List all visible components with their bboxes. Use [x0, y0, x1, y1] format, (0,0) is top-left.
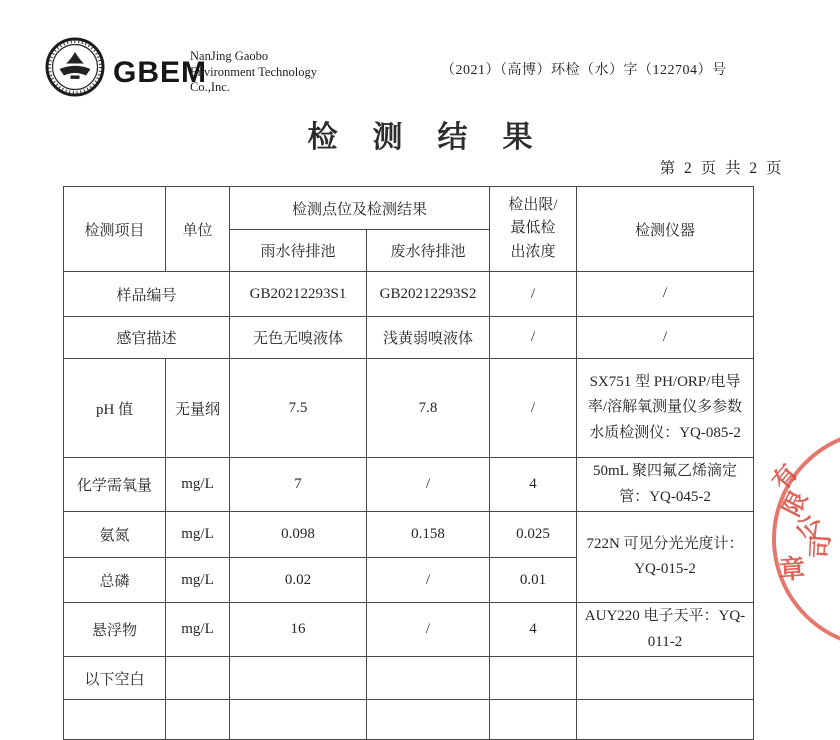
instrument-cell: 50mL 聚四氟乙烯滴定管：YQ-045-2 — [577, 458, 754, 512]
value-cell — [230, 700, 367, 740]
instrument-cell: / — [577, 317, 754, 359]
table-row-empty — [64, 700, 754, 740]
limit-cell — [490, 700, 577, 740]
value-cell — [367, 700, 490, 740]
header-unit: 单位 — [166, 187, 230, 272]
results-table — [63, 186, 754, 740]
seal-arc-char-4: 司 — [807, 534, 836, 560]
value-cell: 0.158 — [367, 512, 490, 558]
limit-cell: 4 — [490, 603, 577, 657]
header-detection-limit-line2: 最低检 — [510, 220, 556, 237]
document-number: （2021）（高博）环检（水）字（122704）号 — [441, 63, 727, 78]
company-seal-icon — [44, 36, 106, 98]
limit-cell: / — [490, 317, 577, 359]
unit-cell: 无量纲 — [166, 359, 230, 458]
row-label: 氨氮 — [64, 512, 166, 558]
seal-arc-char-2: 限 — [779, 487, 814, 521]
value-cell: 0.098 — [230, 512, 367, 558]
value-cell: GB20212293S1 — [230, 272, 367, 317]
row-label: 化学需氧量 — [64, 458, 166, 512]
unit-cell: mg/L — [166, 603, 230, 657]
instrument-cell — [577, 657, 754, 700]
value-cell: 7.8 — [367, 359, 490, 458]
instrument-cell: AUY220 电子天平：YQ-011-2 — [577, 603, 754, 657]
value-cell: / — [367, 603, 490, 657]
value-cell: 7 — [230, 458, 367, 512]
unit-cell — [166, 657, 230, 700]
unit-cell: mg/L — [166, 458, 230, 512]
instrument-cell — [577, 700, 754, 740]
seal-arc-char-1: 有 — [768, 460, 804, 496]
header-test-item: 检测项目 — [64, 187, 166, 272]
table-row-blank-below — [64, 657, 754, 700]
row-label: 感官描述 — [64, 317, 230, 359]
header-detection-limit-line1: 检出限/ — [508, 197, 558, 214]
value-cell: / — [367, 458, 490, 512]
row-label: 悬浮物 — [64, 603, 166, 657]
company-name-line1: NanJing Gaobo — [190, 49, 269, 63]
instrument-cell: SX751 型 PH/ORP/电导率/溶解氧测量仪多参数水质检测仪：YQ-085-2 — [577, 359, 754, 458]
company-name — [190, 49, 317, 96]
seal-arc-char-3: 公 — [793, 512, 826, 543]
unit-cell: mg/L — [166, 512, 230, 558]
header-detection-limit-line3: 出浓度 — [510, 243, 556, 260]
table-row-cod — [64, 458, 754, 512]
table-row-sensory — [64, 317, 754, 359]
limit-cell: 0.01 — [490, 558, 577, 603]
value-cell: / — [367, 558, 490, 603]
page-indicator: 第 2 页 共 2 页 — [659, 160, 784, 177]
unit-cell — [166, 700, 230, 740]
value-cell — [230, 657, 367, 700]
limit-cell: / — [490, 359, 577, 458]
table-row-ph — [64, 359, 754, 458]
table-row-sample-id — [64, 272, 754, 317]
row-label: 样品编号 — [64, 272, 230, 317]
row-label: 以下空白 — [64, 657, 166, 700]
value-cell: GB20212293S2 — [367, 272, 490, 317]
table-row-ammonia — [64, 512, 754, 558]
value-cell: 7.5 — [230, 359, 367, 458]
page-title: 检测结果 — [307, 121, 568, 154]
value-cell — [367, 657, 490, 700]
unit-cell: mg/L — [166, 558, 230, 603]
seal-center-char: 章 — [778, 554, 807, 585]
limit-cell: 4 — [490, 458, 577, 512]
row-label — [64, 700, 166, 740]
instrument-cell: 722N 可见分光光度计：YQ-015-2 — [577, 512, 754, 603]
header-detection-limit — [490, 187, 577, 272]
header-instrument: 检测仪器 — [577, 187, 754, 272]
instrument-cell: / — [577, 272, 754, 317]
value-cell: 无色无嗅液体 — [230, 317, 367, 359]
brand-wordmark: GBEM — [113, 56, 207, 89]
value-cell: 16 — [230, 603, 367, 657]
row-label: 总磷 — [64, 558, 166, 603]
value-cell: 0.02 — [230, 558, 367, 603]
limit-cell — [490, 657, 577, 700]
company-name-line3: Co.,Inc. — [190, 80, 230, 94]
value-cell: 浅黄弱嗅液体 — [367, 317, 490, 359]
header-points-results: 检测点位及检测结果 — [230, 187, 490, 230]
header-point-rainwater: 雨水待排池 — [230, 230, 367, 272]
table-row-suspended-solids — [64, 603, 754, 657]
header-point-wastewater: 废水待排池 — [367, 230, 490, 272]
company-logo — [44, 36, 106, 98]
company-name-line2: Environment Technology — [190, 64, 317, 79]
limit-cell: 0.025 — [490, 512, 577, 558]
limit-cell: / — [490, 272, 577, 317]
row-label: pH 值 — [64, 359, 166, 458]
